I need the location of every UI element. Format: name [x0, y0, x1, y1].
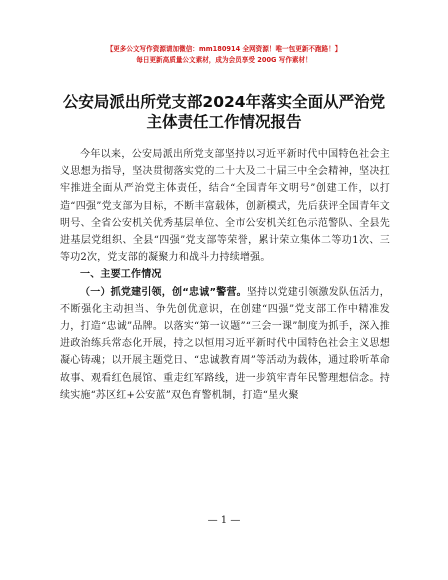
document-body: [60, 146, 390, 404]
promo-banner: [0, 44, 448, 66]
page-number: — 1 —: [207, 515, 241, 526]
sub-heading: （一）抓党建引领，创“忠诚”警营。: [80, 286, 247, 298]
intro-paragraph: 今年以来，公安局派出所党支部坚持以习近平新时代中国特色社会主义思想为指导，坚决贯彻落实党的二十大及二十届三中全会精神，坚决扛牢推进全面从严治党主体责任，结合“全国青年文明号”创建工作，以打造“四强”党支部为目标，不断丰富载体，创新模式，先后获评全国青年文明号、全省公安机关优秀基层单位、全市公安机关红色示范警队、全县先进基层党组织、全县“四强”党支部等荣誉，累计荣立集体二等功1次、三等功2次，党支部的凝聚力和战斗力持续增强。: [60, 149, 390, 264]
work-paragraph-text: 坚持以党建引领激发队伍活力，不断强化主动担当、争先创优意识，在创建“四强”党支部工作中精准发力，打造“忠诚”品牌。以落实“第一议题”“三会一课”制度为抓手，深入推进政治练兵常态化开展，持之以恒用习近平新时代中国特色社会主义思想凝心铸魂；以开展主题党日、“忠诚教育周”等活动为载体，通过聆听革命故事、观看红色展馆、重走红军路线，进一步筑牢青年民警理想信念。持续实施“苏区红+公安蓝”双色育警机制，打造“星火聚: [60, 286, 390, 401]
document-title-line-1: 公安局派出所党支部2024年落实全面从严治党: [62, 93, 386, 111]
document-title: [0, 92, 448, 132]
promo-banner-line-2: 每日更新高质量公文素材，成为会员享受 200G 写作素材！: [136, 56, 312, 64]
document-title-line-2: 主体责任工作情况报告: [146, 113, 302, 131]
section-heading: 一、主要工作情况: [80, 269, 162, 281]
promo-banner-line-1: 【更多公文写作资源请加微信：mm180914 全网资源！唯一包更新不跑路！】: [106, 45, 342, 53]
work-paragraph: [60, 284, 390, 404]
